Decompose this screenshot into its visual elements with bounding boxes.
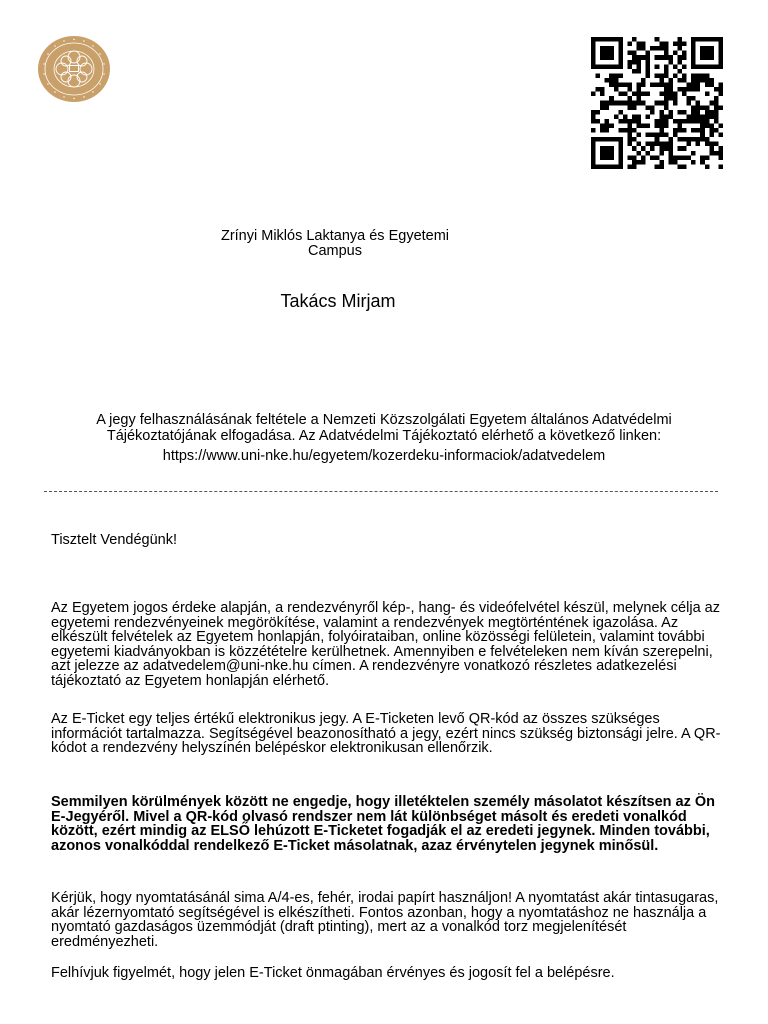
university-seal-logo [37, 35, 111, 103]
attendee-name: Takács Mirjam [280, 291, 396, 311]
venue-name: Zrínyi Miklós Laktanya és Egyetemi Campus [220, 228, 450, 259]
dashed-divider [44, 491, 718, 492]
recording-notice-paragraph: Az Egyetem jogos érdeke alapján, a rendezvényről kép-, hang- és videófelvétel készül, melynek célja az egyetemi rendezvényeinek megörökítése, valamint a rendezvények megtörténtének igazolása. Az elkészült felvételek az Egyetem honlapján, folyóirataiban, online közösségi felületein, valamint további egyetemi kiadványokban is közzétételre kerülhetnek. Amennyiben e felvételeken nem kíván szerepelni, azt jelezze az adatvedelem@uni-nke.hu címen. A rendezvényre vonatkozó részletes adatkezelési tájékoztató az Egyetem honlapján elérhető. [51, 600, 720, 689]
greeting: Tisztelt Vendégünk! [51, 532, 178, 548]
privacy-consent-notice [40, 413, 728, 465]
privacy-policy-link[interactable]: https://www.uni-nke.hu/egyetem/kozerdeku-informaciok/adatvedelem [162, 448, 606, 464]
qr-code [587, 37, 727, 169]
validity-notice-paragraph: Felhívjuk figyelmét, hogy jelen E-Ticket önmagában érvényes és jogosít fel a belépésre. [51, 965, 615, 981]
copy-warning-paragraph: Semmilyen körülmények között ne engedje, hogy illetéktelen személy másolatot készítsen az Ön E-Jegyéről. Mivel a QR-kód olvasó rendszer nem lát különbséget másolt és eredeti vonalkód között, ezért mindig az ELSŐ lehúzott E-Ticketet fogadják el az eredeti jegynek. Minden további, azonos vonalkóddal rendelkező E-Ticket másolatnak, azaz érvénytelen jegynek minősül. [51, 794, 715, 854]
consent-text: A jegy felhasználásának feltétele a Nemzeti Közszolgálati Egyetem általános Adatvédelmi Tájékoztatójának elfogadása. Az Adatvédelmi Tájékoztató elérhető a következő linken: [96, 412, 672, 444]
eticket-info-paragraph: Az E-Ticket egy teljes értékű elektronikus jegy. A E-Ticketen levő QR-kód az összes szükséges információt tartalmazza. Segítségével beazonosítható a jegy, ezért nincs szükség biztonsági jelre. A QR-kódot a rendezvény helyszínén belépéskor elektronikusan ellenőrzik. [51, 711, 721, 756]
printing-instructions-paragraph: Kérjük, hogy nyomtatásánál sima A/4-es, fehér, irodai papírt használjon! A nyomtatást akár tintasugaras, akár lézernyomtató segítségével is elkészítheti. Fontos azonban, hogy a nyomtatáshoz ne használja a nyomtató gazdaságos üzemmódját (draft ptinting), mert az a vonalkód torz megjelenítését eredményezheti. [51, 890, 719, 950]
